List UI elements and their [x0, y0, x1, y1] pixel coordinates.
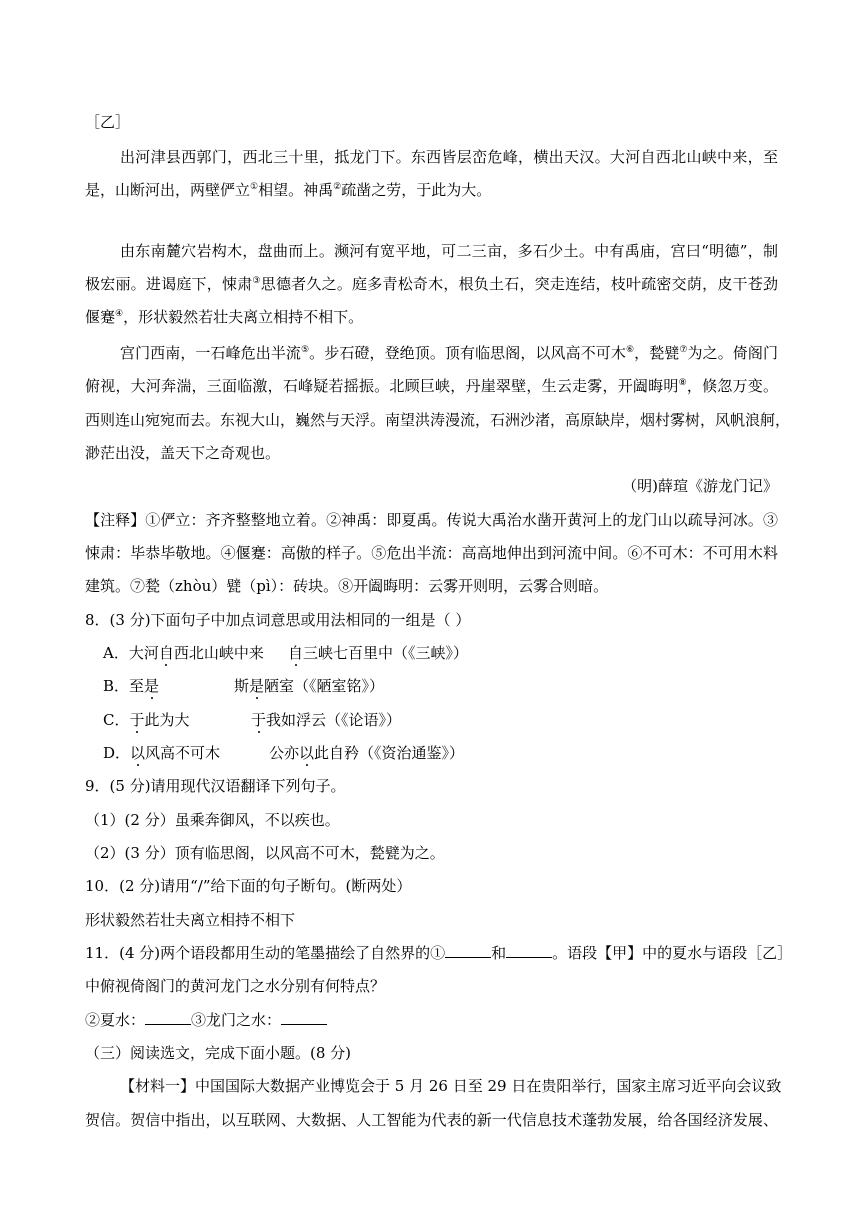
- text-span: 极宏丽。进谒庭下，悚肃: [85, 275, 253, 293]
- notes-line3: 建筑。⑦甃（zhòu）甓（pì）：砖块。⑧开阖晦明：云雾开则明，云雾合则暗。: [85, 577, 609, 595]
- answer-blank[interactable]: [445, 943, 491, 958]
- yi-p3-line2: [85, 376, 778, 396]
- footnote-marker: ⑧: [678, 378, 687, 388]
- yi-p2-line2: [85, 274, 778, 294]
- dotted-char: 自: [288, 644, 304, 662]
- q11-stem-line1: [85, 943, 793, 963]
- answer-blank[interactable]: [145, 1010, 191, 1025]
- text-span: 斯: [234, 677, 250, 695]
- q8-option-c: [103, 710, 796, 730]
- dotted-char: 于: [251, 711, 267, 729]
- text-span: 三峡七百里中（《三峡》）: [303, 644, 469, 662]
- footnote-marker: ⑥: [625, 345, 635, 355]
- q8-option-c-compare: [251, 710, 401, 730]
- text-span: C．: [103, 711, 130, 729]
- q10-stem: 10．(2 分)请用“/”给下面的句子断句。(断两处）: [85, 877, 412, 895]
- section-yi-label: ［乙］: [85, 113, 131, 131]
- dotted-char: 是: [144, 677, 160, 695]
- text-span: ③龙门之水：: [191, 1011, 282, 1029]
- yi-p3-line1: [120, 343, 778, 363]
- yi-source: （明)薛瑄《游龙门记》: [622, 477, 778, 495]
- notes-line2: 悚肃：毕恭毕敬地。④偃蹇：高傲的样子。⑤危出半流：高高地伸出到河流中间。⑥不可木：不可用木料: [85, 544, 778, 562]
- text-span: 此自矜（《资治通鉴》）: [314, 744, 465, 762]
- footnote-marker: ④: [115, 309, 124, 319]
- text-span: 陋室（《陋室铭》）: [264, 677, 385, 695]
- text-span: 此为大: [144, 711, 190, 729]
- q9-sentence-1: （1）(2 分）虽乘奔御风，不以疾也。: [85, 811, 340, 829]
- footnote-marker: ⑤: [301, 345, 310, 355]
- dotted-char: 于: [129, 711, 145, 729]
- q9-stem: 9．(5 分)请用现代汉语翻译下列句子。: [85, 777, 346, 795]
- text-span: 宫门西南，一石峰危出半流: [120, 344, 302, 362]
- text-span: B．至: [103, 677, 145, 695]
- text-span: 俯视，大河奔湍，三面临激，石峰疑若摇振。北顾巨峡，丹崖翠壁，生云走雾，开阖晦明: [85, 377, 679, 395]
- text-span: A．大河: [103, 644, 159, 662]
- q11-answers: [85, 1010, 778, 1030]
- text-span: D．: [103, 744, 131, 762]
- dotted-char: 以: [299, 744, 315, 762]
- footnote-marker: ⑦: [679, 345, 688, 355]
- text-span: 。步石磴，登绝顶。顶有临思阁，以风高不可木: [309, 344, 626, 362]
- text-span: 疏凿之劳，于此为大。: [341, 181, 492, 199]
- text-span: 是，山断河出，两壁俨立: [85, 181, 251, 199]
- yi-p1-line1: 出河津县西郭门，西北三十里，抵龙门下。东西皆层峦危峰，横出天汉。大河自西北山峡中来，至: [120, 148, 778, 166]
- q10-sentence: 形状毅然若壮夫离立相持不相下: [85, 911, 296, 929]
- q8-stem: 8．(3 分)下面句子中加点词意思或用法相同的一组是（ ）: [85, 611, 471, 629]
- q8-option-a: [103, 643, 796, 663]
- text-span: 偃蹇: [85, 308, 116, 326]
- q8-option-a-compare: [288, 643, 468, 663]
- q8-option-b-compare: [234, 676, 384, 696]
- answer-blank[interactable]: [506, 943, 552, 958]
- footnote-marker: ②: [333, 182, 342, 192]
- q11-stem-line2: 中俯视倚阁门的黄河龙门之水分别有何特点？: [85, 977, 386, 995]
- text-span: ，甃甓: [634, 344, 680, 362]
- yi-p3-line3: 西则连山宛宛而去。东视大山，巍然与天浮。南望洪涛漫流，石洲沙渚，高原缺岸，烟村雾树，风帆浪舸，: [85, 411, 791, 429]
- dotted-char: 以: [130, 744, 146, 762]
- text-span: 风高不可木: [145, 744, 221, 762]
- q8-option-d-compare: [269, 743, 464, 763]
- text-span: 公亦: [269, 744, 300, 762]
- text-span: 。语段【甲】中的夏水与语段［乙］: [552, 944, 793, 962]
- yi-p1-line2: [85, 180, 778, 200]
- yi-p2-line1: 由东南麓穴岩构木，盘曲而上。濒河有宽平地，可二三亩，多石少土。中有禹庙，宫曰“明德”，制: [120, 242, 778, 260]
- part3-heading: （三）阅读选文，完成下面小题。(8 分): [85, 1044, 352, 1062]
- notes-line1: 【注释】①俨立：齐齐整整地立着。②神禹：即夏禹。传说大禹治水凿开黄河上的龙门山以疏导河冰。③: [85, 511, 778, 529]
- yi-p3-line4: 渺茫出没，盖天下之奇观也。: [85, 444, 281, 462]
- q9-sentence-2: （2）(3 分）顶有临思阁，以风高不可木，甃甓为之。: [85, 844, 445, 862]
- text-span: 思德者久之。庭多青松奇木，根负土石，突走连结，枝叶疏密交荫，皮干苍劲: [260, 275, 778, 293]
- dotted-char: 自: [158, 644, 174, 662]
- text-span: ，倏忽万变。: [686, 377, 778, 395]
- text-span: 11．(4 分)两个语段都用生动的笔墨描绘了自然界的①: [85, 944, 446, 962]
- footnote-marker: ①: [250, 182, 259, 192]
- footnote-marker: ③: [252, 276, 261, 286]
- text-span: 和: [491, 944, 507, 962]
- q8-option-d: [103, 743, 796, 763]
- text-span: 西北山峡中来: [173, 644, 264, 662]
- text-span: 相望。神禹: [258, 181, 334, 199]
- q8-option-b: [103, 676, 796, 696]
- text-span: 我如浮云（《论语》）: [266, 711, 402, 729]
- dotted-char: 是: [249, 677, 265, 695]
- material1-line2: 贺信。贺信中指出，以互联网、大数据、人工智能为代表的新一代信息技术蓬勃发展，给各国经济发展、: [85, 1111, 778, 1129]
- yi-p2-line3: [85, 307, 778, 327]
- answer-blank[interactable]: [281, 1010, 327, 1025]
- text-span: ，形状毅然若壮夫离立相持不相下。: [123, 308, 364, 326]
- text-span: ②夏水：: [85, 1011, 146, 1029]
- text-span: 为之。倚阁门: [687, 344, 778, 362]
- material1-line1: 【材料一】中国国际大数据产业博览会于 5 月 26 日至 29 日在贵阳举行，国家主席习近平向会议致: [120, 1077, 782, 1095]
